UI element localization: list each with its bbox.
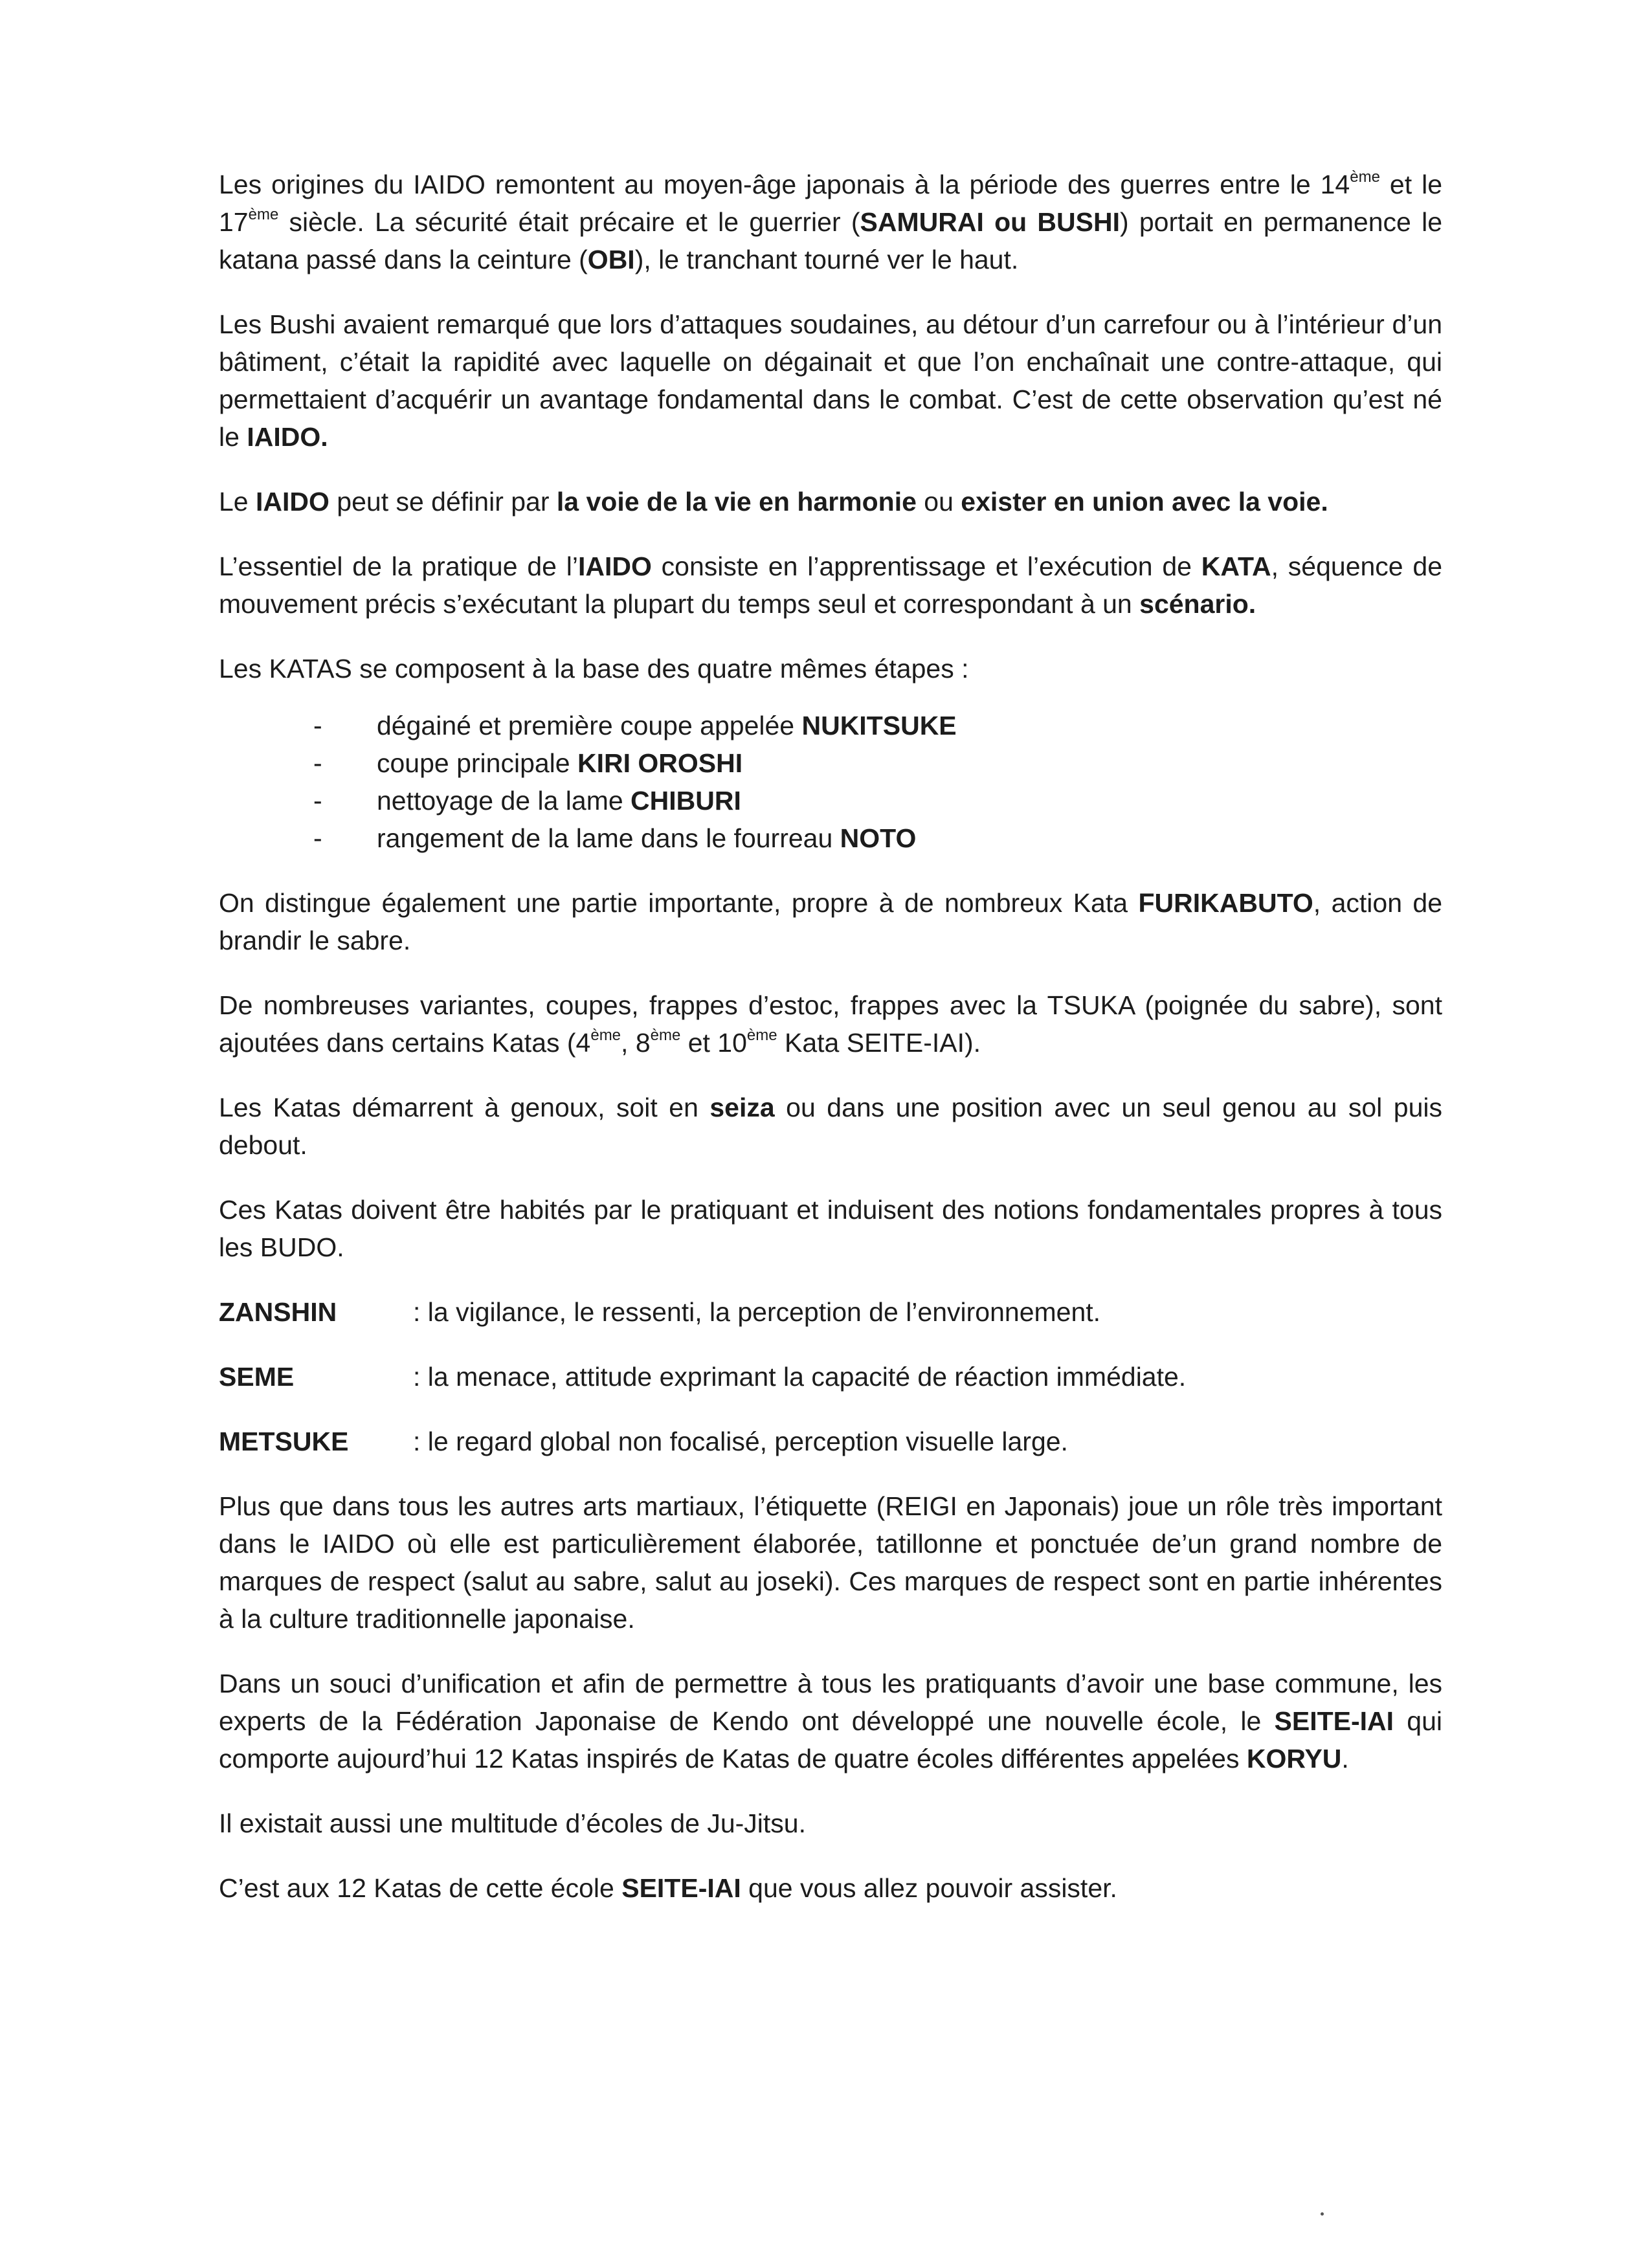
document-page — [219, 166, 1442, 1934]
bold-term: SEITE-IAI — [1274, 1706, 1394, 1736]
text-run: Kata SEITE-IAI). — [777, 1028, 981, 1058]
definition-row — [219, 1423, 1442, 1460]
text-run: De nombreuses variantes, coupes, frappes d’estoc, frappes avec la TSUKA (poignée du sabre), sont ajoutées dans certains Katas (4 — [219, 990, 1442, 1058]
list-item — [219, 707, 1442, 744]
step-text: rangement de la lame dans le fourreau — [377, 823, 840, 853]
text-run: , 8 — [621, 1028, 651, 1058]
text-run: Dans un souci d’unification et afin de permettre à tous les pratiquants d’avoir une base commune, les experts de la Fédération Japonaise de Kendo ont développé une nouvelle école, le — [219, 1669, 1442, 1736]
bold-term: KATA — [1201, 551, 1271, 581]
text-run: ou — [916, 487, 961, 517]
bold-term: SEITE-IAI — [621, 1873, 741, 1903]
step-text: nettoyage de la lame — [377, 786, 631, 816]
step-term: CHIBURI — [631, 786, 741, 816]
text-run: ou dans une position avec un seul genou au sol puis debout. — [219, 1093, 1442, 1160]
text-run: L’essentiel de la pratique de l’ — [219, 551, 578, 581]
dash-bullet: - — [313, 711, 322, 740]
definition-text: : le regard global non focalisé, perception visuelle large. — [413, 1427, 1068, 1456]
paragraph-steps-intro: Les KATAS se composent à la base des quatre mêmes étapes : — [219, 654, 969, 684]
text-run: C’est aux 12 Katas de cette école — [219, 1873, 622, 1903]
paragraph-bushi — [219, 306, 1442, 456]
paragraph-definition — [219, 483, 1442, 520]
bold-term: OBI — [587, 245, 635, 274]
text-run: On distingue également une partie importante, propre à de nombreux Kata — [219, 888, 1139, 918]
text-run: et 10 — [680, 1028, 747, 1058]
bold-term: SAMURAI ou BUSHI — [860, 207, 1120, 237]
text-run: Les Bushi avaient remarqué que lors d’attaques soudaines, au détour d’un carrefour ou à l’intérieur d’un bâtiment, c’était la rapidité avec laquelle on dégainait et que l’on enchaînait une contre-attaque, qui permettaient d’acquérir un avantage fondamental dans le combat. C’est de cette observation qu’est né le — [219, 309, 1442, 452]
definition-row — [219, 1293, 1442, 1331]
text-run: Les origines du IAIDO remontent au moyen-âge japonais à la période des guerres entre le 14 — [219, 170, 1350, 199]
steps-list — [219, 707, 1442, 857]
text-run: ) portait en permanence le katana passé dans la ceinture ( — [219, 207, 1442, 274]
superscript: ème — [590, 1027, 621, 1044]
paragraph-kata — [219, 548, 1442, 623]
step-text: coupe principale — [377, 748, 577, 778]
paragraph-conclusion — [219, 1869, 1442, 1907]
text-run: que vous allez pouvoir assister. — [741, 1873, 1117, 1903]
text-run: et le 17 — [219, 170, 1443, 237]
bold-term: IAIDO — [577, 551, 652, 581]
superscript: ème — [650, 1027, 681, 1044]
dash-bullet: - — [313, 748, 322, 778]
step-term: NUKITSUKE — [801, 711, 957, 740]
definition-row — [219, 1358, 1442, 1395]
bold-term: la voie de la vie en harmonie — [556, 487, 917, 517]
step-term: NOTO — [840, 823, 917, 853]
definition-term: ZANSHIN — [219, 1297, 337, 1327]
bold-term: exister en union avec la voie. — [961, 487, 1328, 517]
text-run: Le — [219, 487, 256, 517]
bold-term: IAIDO. — [247, 422, 328, 452]
bold-term: FURIKABUTO — [1138, 888, 1313, 918]
list-item — [219, 744, 1442, 782]
bold-term: IAIDO — [256, 487, 329, 517]
step-term: KIRI OROSHI — [577, 748, 743, 778]
paragraph-etiquette: Plus que dans tous les autres arts martiaux, l’étiquette (REIGI en Japonais) joue un rôle très important dans le IAIDO où elle est particulièrement élaborée, tatillonne et ponctuée de’un grand nombre de marques de respect (salut au sabre, salut au joseki). Ces marques de respect sont en partie inhérentes à la culture traditionnelle japonaise. — [219, 1491, 1442, 1634]
text-run: peut se définir par — [329, 487, 557, 517]
scan-speck — [1321, 2212, 1324, 2216]
text-run: Les Katas démarrent à genoux, soit en — [219, 1093, 710, 1122]
paragraph-origins — [219, 166, 1442, 278]
paragraph-seite-iai — [219, 1665, 1442, 1777]
definition-text: : la menace, attitude exprimant la capacité de réaction immédiate. — [413, 1362, 1187, 1392]
text-run: consiste en l’apprentissage et l’exécution de — [651, 551, 1201, 581]
bold-term: scénario. — [1139, 589, 1256, 619]
text-run: . — [1341, 1744, 1349, 1773]
list-item — [219, 819, 1442, 857]
bold-term: seiza — [709, 1093, 775, 1122]
text-run: siècle. La sécurité était précaire et le guerrier ( — [278, 207, 860, 237]
dash-bullet: - — [313, 823, 322, 853]
text-run: , action de brandir le sabre. — [219, 888, 1443, 955]
paragraph-jujitsu: Il existait aussi une multitude d’écoles de Ju-Jitsu. — [219, 1808, 807, 1838]
superscript: ème — [1350, 168, 1380, 186]
text-run: ), le tranchant tourné ver le haut. — [634, 245, 1019, 274]
paragraph-furikabuto — [219, 884, 1442, 959]
paragraph-seiza — [219, 1089, 1442, 1164]
definition-text: : la vigilance, le ressenti, la perception de l’environnement. — [413, 1297, 1101, 1327]
dash-bullet: - — [313, 786, 322, 816]
step-text: dégainé et première coupe appelée — [377, 711, 802, 740]
definition-term: METSUKE — [219, 1427, 349, 1456]
text-run: qui comporte aujourd’hui 12 Katas inspirés de Katas de quatre écoles différentes appelées — [219, 1706, 1442, 1773]
list-item — [219, 782, 1442, 819]
paragraph-variantes — [219, 986, 1442, 1062]
text-run: , séquence de mouvement précis s’exécutant la plupart du temps seul et correspondant à un — [219, 551, 1442, 619]
superscript: ème — [746, 1027, 777, 1044]
definitions-list — [219, 1293, 1442, 1460]
superscript: ème — [248, 206, 279, 223]
definition-term: SEME — [219, 1362, 295, 1392]
paragraph-budo: Ces Katas doivent être habités par le pratiquant et induisent des notions fondamentales propres à tous les BUDO. — [219, 1195, 1442, 1262]
bold-term: KORYU — [1246, 1744, 1342, 1773]
